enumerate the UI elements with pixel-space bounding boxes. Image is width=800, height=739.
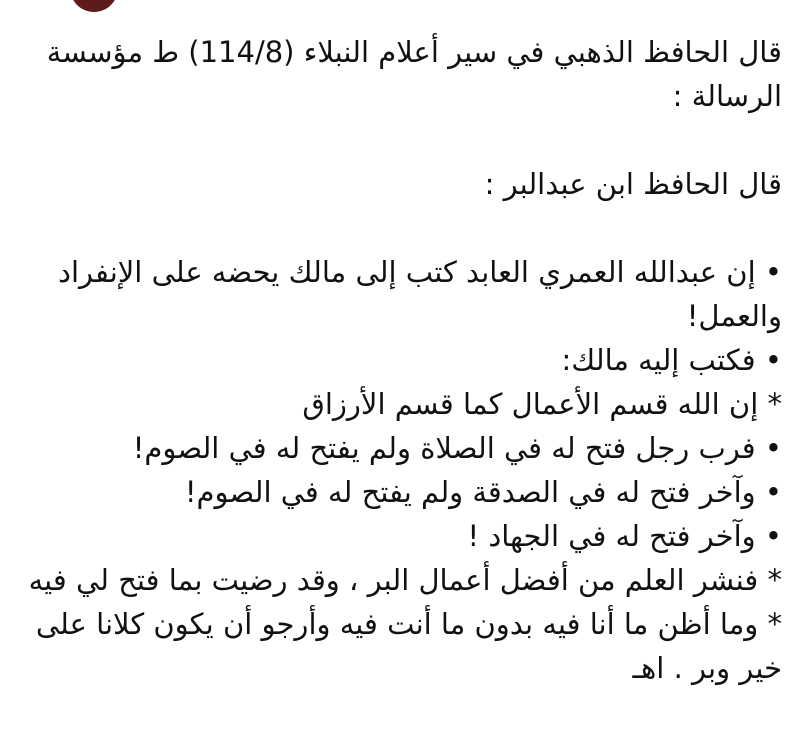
attribution-line: قال الحافظ ابن عبدالبر :	[484, 167, 782, 201]
quote-line: • فكتب إليه مالك:	[561, 343, 782, 377]
quote-line: * فنشر العلم من أفضل أعمال البر ، وقد رضيت بما فتح لي فيه	[28, 563, 782, 597]
avatar[interactable]	[70, 0, 118, 12]
quote-line: * إن الله قسم الأعمال كما قسم الأرزاق	[302, 387, 782, 421]
quote-line: * وما أظن ما أنا فيه بدون ما أنت فيه وأرجو أن يكون كلانا على خير وبر . اهـ	[35, 607, 782, 685]
quote-line: • فرب رجل فتح له في الصلاة ولم يفتح له في الصوم!	[132, 431, 782, 465]
quote-line: • إن عبدالله العمري العابد كتب إلى مالك يحضه على الإنفراد والعمل!	[58, 255, 782, 333]
quote-line: • وآخر فتح له في الجهاد !	[467, 519, 782, 553]
quote-line: • وآخر فتح له في الصدقة ولم يفتح له في الصوم!	[184, 475, 782, 509]
intro-paragraph: قال الحافظ الذهبي في سير أعلام النبلاء (114/8) ط مؤسسة الرسالة :	[46, 35, 782, 113]
spacer	[12, 206, 782, 250]
spacer	[12, 118, 782, 162]
post-text	[12, 30, 782, 690]
